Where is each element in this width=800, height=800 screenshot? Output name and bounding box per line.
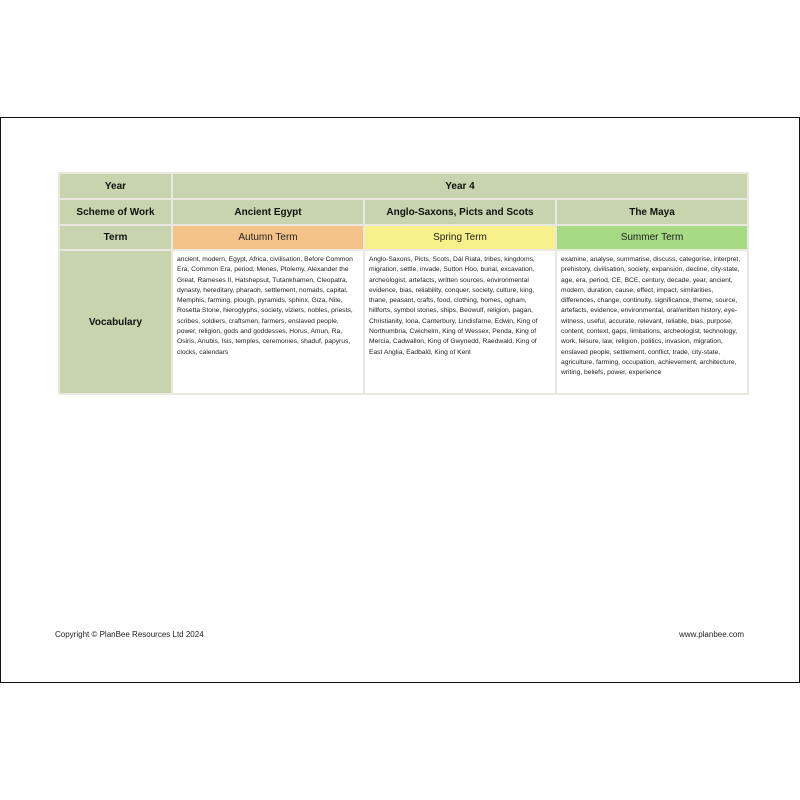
term-autumn: Autumn Term — [173, 226, 363, 249]
term-label: Term — [60, 226, 171, 249]
vocabulary-label: Vocabulary — [60, 251, 171, 393]
year-row — [60, 174, 747, 198]
term-summer: Summer Term — [557, 226, 747, 249]
scheme-row — [60, 200, 747, 224]
vocabulary-row — [60, 251, 747, 393]
website-link[interactable]: www.planbee.com — [679, 630, 744, 639]
vocabulary-ancient-egypt: ancient, modern, Egypt, Africa, civilisation, Before Common Era, Common Era, period, Menes, Ptolemy, Alexander the Great, Rameses II, Hatshepsut, Tutankhamen, Cleopatra, dynasty, hereditary, pharaoh, settlement, nomads, capital, Memphis, farming, plough, pyramids, sphinx, Giza, Nile, Rosetta Stone, hieroglyphs, society, viziers, nobles, priests, scribes, soldiers, craftsmen, farmers, enslaved people, power, religion, gods and goddesses, Horus, Amun, Ra, Osiris, Anubis, Isis, temples, ceremonies, shaduf, papyrus, clocks, calendars — [173, 251, 363, 393]
vocabulary-the-maya: examine, analyse, summarise, discuss, categorise, interpret, prehistory, civilisation, society, expansion, decline, city-state, age, era, period, CE, BCE, century, decade, year, ancient, modern, duration, cause, effect, impact, similarities, differences, change, continuity, significance, theme, source, artefacts, evidence, environmental, oral/written history, eye-witness, useful, accurate, relevant, reliable, bias, purpose, content, context, gaps, limitations, archeologist, technology, work, leisure, law, religion, politics, invasion, migration, enslaved people, settlement, conflict, trade, city-state, agriculture, farming, occupation, achievement, architecture, writing, beliefs, power, experience — [557, 251, 747, 393]
vocabulary-anglo-saxons: Anglo-Saxons, Picts, Scots, Dál Riata, tribes, kingdoms, migration, settle, invade, Sutton Hoo, burial, excavation, archeologist, artefacts, written sources, environmental evidence, bias, reliability, conquer, society, culture, king, thane, peasant, crafts, food, clothing, homes, ogham, hillforts, symbol stones, ships, Beowulf, religion, pagan, Christianity, Iona, Canterbury, Lindisfarne, Edwin, King of Northumbria, Cwichelm, King of Wessex, Penda, King of Mercia, Cadwallon, King of Gwynedd, Raedwald, King of East Anglia, Eadbald, King of Kent — [365, 251, 555, 393]
year-label: Year — [60, 174, 171, 198]
term-row — [60, 226, 747, 249]
scheme-the-maya: The Maya — [557, 200, 747, 224]
scheme-label: Scheme of Work — [60, 200, 171, 224]
year-value: Year 4 — [173, 174, 747, 198]
copyright-text: Copyright © PlanBee Resources Ltd 2024 — [55, 630, 204, 639]
scheme-ancient-egypt: Ancient Egypt — [173, 200, 363, 224]
scheme-anglo-saxons: Anglo-Saxons, Picts and Scots — [365, 200, 555, 224]
term-spring: Spring Term — [365, 226, 555, 249]
curriculum-table — [58, 172, 749, 395]
document-page — [0, 117, 800, 683]
